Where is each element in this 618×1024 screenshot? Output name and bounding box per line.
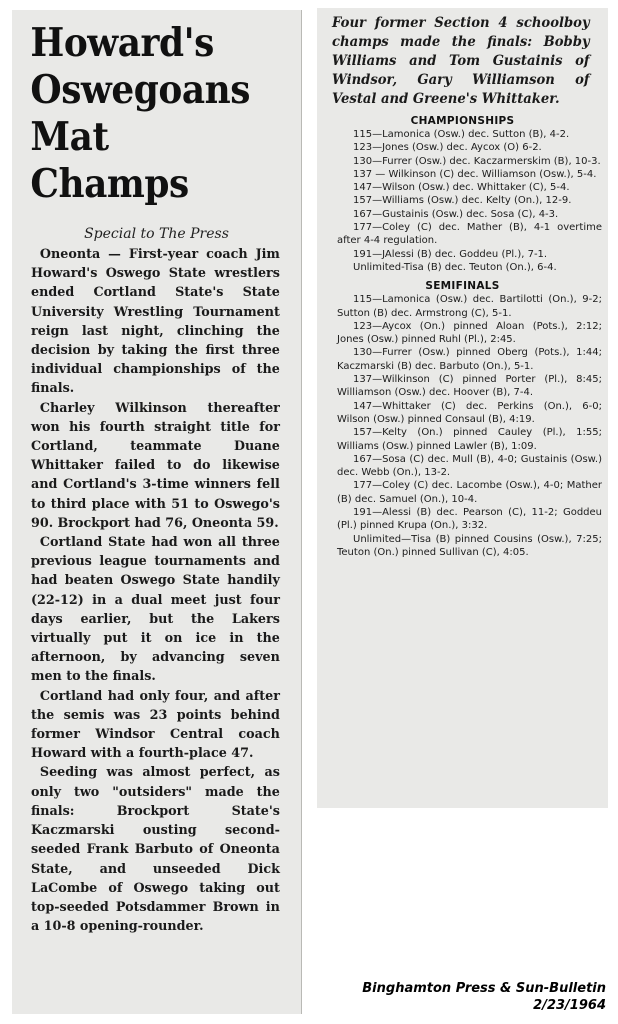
headline-line-1: Howard's <box>30 20 214 66</box>
result-entry: 137—Wilkinson (C) pinned Porter (Pl.), 8:45; Williamson (Osw.) dec. Hoover (B), 7-4. <box>337 374 602 399</box>
headline-line-3: Mat Champs <box>30 114 189 207</box>
result-entry: 115—Lamonica (Osw.) dec. Bartilotti (On.), 9-2; Sutton (B) dec. Armstrong (C), 5-1. <box>337 294 602 319</box>
source-credit <box>316 980 606 1014</box>
result-entry: 130—Furrer (Osw.) pinned Oberg (Pots.), 1:44; Kaczmarski (B) dec. Barbuto (On.), 5-1. <box>337 347 602 372</box>
source-name: Binghamton Press & Sun-Bulletin <box>362 981 606 996</box>
result-entry: 157—Williams (Osw.) dec. Kelty (On.), 12-9. <box>353 195 572 207</box>
result-entry: 167—Sosa (C) dec. Mull (B), 4-0; Gustainis (Osw.) dec. Webb (On.), 13-2. <box>337 453 602 479</box>
article-right-column <box>317 8 608 808</box>
result-entry: 147—Whittaker (C) dec. Perkins (On.), 6-0; Wilson (Osw.) pinned Consaul (B), 4:19. <box>337 400 602 425</box>
story-body <box>12 242 286 936</box>
championships-list <box>317 128 608 274</box>
story-paragraph: Cortland had only four, and after the semis was 23 points behind former Windsor Central coach Howard with a fourth-place 47. <box>31 687 280 762</box>
result-entry: 177—Coley (C) dec. Mather (B), 4-1 overtime after 4-4 regulation. <box>337 222 602 247</box>
championships-heading: CHAMPIONSHIPS <box>410 115 515 127</box>
article-left-column <box>12 10 302 1014</box>
byline: Special to The Press <box>84 226 229 242</box>
result-entry: 137 — Wilkinson (C) dec. Williamson (Osw.), 5-4. <box>353 168 597 180</box>
story-paragraph: Charley Wilkinson thereafter won his fourth straight title for Cortland, teammate Duane Whittaker failed to do likewise and Cortland's 3-time winners fell to third place with 51 to Oswego's 90. Brockport had 76, Oneonta 59. <box>31 399 280 531</box>
result-entry: 157—Kelty (On.) pinned Cauley (Pl.), 1:55; Williams (Osw.) pinned Lawler (B), 1:09. <box>337 427 602 452</box>
result-entry: 123—Aycox (On.) pinned Aloan (Pots.), 2:12; Jones (Osw.) pinned Ruhl (Pl.), 2:45. <box>337 320 602 346</box>
result-entry: 191—JAlessi (B) dec. Goddeu (Pl.), 7-1. <box>353 248 548 260</box>
result-entry: 191—Alessi (B) dec. Pearson (C), 11-2; Goddeu (Pl.) pinned Krupa (On.), 3:32. <box>337 507 602 532</box>
lede-paragraph: Four former Section 4 schoolboy champs made the finals: Bobby Williams and Tom Gustainis of Windsor, Gary Williamson of Vestal and Greene's Whittaker. <box>332 15 590 107</box>
result-entry: 177—Coley (C) dec. Lacombe (Osw.), 4-0; Mather (B) dec. Samuel (On.), 10-4. <box>337 480 602 505</box>
result-entry: 123—Jones (Osw.) dec. Aycox (O) 6-2. <box>353 142 542 154</box>
headline-line-2: Oswegoans <box>30 67 250 113</box>
result-entry: Unlimited-Tisa (B) dec. Teuton (On.), 6-4. <box>353 261 557 273</box>
source-date: 2/23/1964 <box>533 998 606 1013</box>
result-entry: Unlimited—Tisa (B) pinned Cousins (Osw.), 7:25; Teuton (On.) pinned Sullivan (C), 4:05. <box>337 533 602 558</box>
result-entry: 147—Wilson (Osw.) dec. Whittaker (C), 5-4. <box>353 182 570 194</box>
story-paragraph: Cortland State had won all three previous league tournaments and had beaten Oswego State handily (22-12) in a dual meet just four days earlier, but the Lakers virtually put it on ice in the afternoon, by advancing seven men to the finals. <box>31 534 280 685</box>
result-entry: 115—Lamonica (Osw.) dec. Sutton (B), 4-2. <box>353 129 570 140</box>
story-paragraph: Seeding was almost perfect, as only two "outsiders" made the finals: Brockport State's Kaczmarski ousting second-seeded Frank Barbuto of Oneonta State, and unseeded Dick LaCombe of Oswego taking out top-seeded Potsdammer Brown in a 10-8 opening-rounder. <box>31 764 280 935</box>
semifinals-heading: SEMIFINALS <box>425 280 500 293</box>
headline <box>12 10 278 220</box>
result-entry: 167—Gustainis (Osw.) dec. Sosa (C), 4-3. <box>353 208 559 220</box>
result-entry: 130—Furrer (Osw.) dec. Kaczarmerskim (B), 10-3. <box>353 155 601 167</box>
story-paragraph: Oneonta — First-year coach Jim Howard's Oswego State wrestlers ended Cortland State's State University Wrestling Tournament reign last night, clinching the decision by taking the first three individual championships of the finals. <box>31 246 280 397</box>
semifinals-list <box>317 293 608 559</box>
